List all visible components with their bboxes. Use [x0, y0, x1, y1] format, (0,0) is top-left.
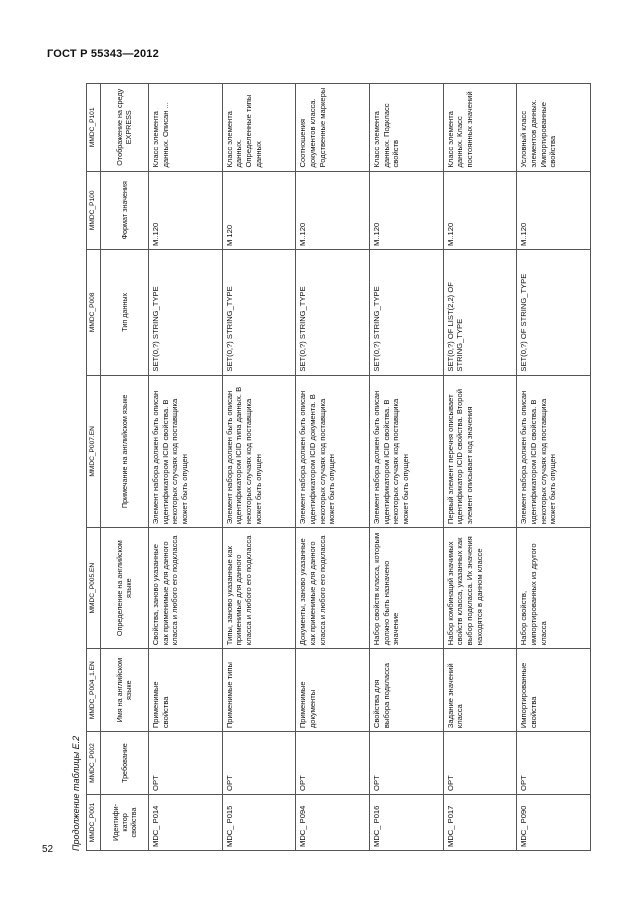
table-cell: Элемент набора должен быть описан идентификатором ICID документа. В некоторых случаях код поставщика может быть опущен: [296, 375, 370, 528]
table-cell: OPT: [443, 732, 517, 795]
table-cell: SET(0,?) STRING_TYPE: [369, 250, 443, 376]
code-row: [87, 84, 101, 851]
column-header: Примечание на английском языке: [100, 375, 148, 528]
column-header: Требование: [100, 732, 148, 795]
table-cell: MDC_ P017: [443, 794, 517, 850]
table-cell: Набор свойств класса, которым должно быть назначено значение: [369, 528, 443, 649]
table-cell: M..120: [517, 171, 591, 249]
column-header: Отображение на среду EXPRESS: [100, 84, 148, 172]
landscape-table-block: [66, 83, 591, 851]
table-cell: Типы, заново указанные как применимые для данного класса и любого его подкласса: [222, 528, 296, 649]
properties-table: [86, 83, 591, 851]
code-cell: MMDC_P101: [87, 84, 101, 172]
table-cell: SET(0,?) STRING_TYPE: [296, 250, 370, 376]
table-cell: MDC_ P014: [148, 794, 222, 850]
table-cell: Условный класс элементов данных. Импортированные свойства: [517, 84, 591, 172]
table-caption: Продолжение таблицы Е.2: [71, 735, 81, 851]
table-cell: Набор свойств, импортированных из другого класса: [517, 528, 591, 649]
code-cell: MMDC_P005.EN: [87, 528, 101, 649]
table-cell: OPT: [148, 732, 222, 795]
table-cell: OPT: [222, 732, 296, 795]
table-row: [222, 84, 296, 851]
table-cell: Свойства для выбора подкласса: [369, 649, 443, 732]
table-cell: Класс элемента данных. Описан ...: [148, 84, 222, 172]
table-cell: Применимые свойства: [148, 649, 222, 732]
column-header: Формат значения: [100, 171, 148, 249]
column-header: Идентифи-катор свойства: [100, 794, 148, 850]
table-cell: MDC_ P015: [222, 794, 296, 850]
header-row: [100, 84, 148, 851]
table-cell: MDC_ P090: [517, 794, 591, 850]
code-cell: MMDC_P004_1.EN: [87, 649, 101, 732]
table-row: [296, 84, 370, 851]
table-row: [443, 84, 517, 851]
code-cell: MMDC_P008: [87, 250, 101, 376]
table-cell: OPT: [296, 732, 370, 795]
column-header: Тип данных: [100, 250, 148, 376]
column-header: Определение на английском языке: [100, 528, 148, 649]
table-cell: Класс элемента данных. Класс постоянных значений: [443, 84, 517, 172]
table-cell: MDC_ P016: [369, 794, 443, 850]
code-cell: MMDC_P001: [87, 794, 101, 850]
code-cell: MMDC_P100: [87, 171, 101, 249]
column-header: Имя на английском языке: [100, 649, 148, 732]
table-cell: SET(0,?) STRING_TYPE: [222, 250, 296, 376]
table-cell: Класс элемента данных. Подкласс свойств: [369, 84, 443, 172]
table-cell: MDC_ P094: [296, 794, 370, 850]
table-cell: SET(0,?) STRING_TYPE: [148, 250, 222, 376]
table-cell: OPT: [369, 732, 443, 795]
table-cell: Элемент набора должен быть описан идентификатором ICID свойства. В некоторых случаях код поставщика может быть опущен: [369, 375, 443, 528]
table-cell: Документы, заново указанные как применимые для данного класса и любого его подкласса: [296, 528, 370, 649]
table-cell: Набор комбинаций значимых свойств класса, указанных как выбор подкласса. Их значения находятся в данном классе: [443, 528, 517, 649]
table-cell: Импортированные свойства: [517, 649, 591, 732]
table-cell: Класс элемента данных. Определенные типы данных: [222, 84, 296, 172]
table-cell: Применимые документы: [296, 649, 370, 732]
table-cell: Элемент набора должен быть описан идентификатором ICID типа данных. В некоторых случаях код поставщика может быть опущен: [222, 375, 296, 528]
table-row: [148, 84, 222, 851]
table-cell: SET(0,?) OF STRING_TYPE: [517, 250, 591, 376]
table-cell: M..120: [443, 171, 517, 249]
page-number: 52: [42, 844, 54, 855]
code-cell: MMDC_P007.EN: [87, 375, 101, 528]
table-cell: SET(0,?) OF LIST(2,2) OF STRING_TYPE: [443, 250, 517, 376]
table-cell: Первый элемент перечня описывает идентификатор ICID свойства. Второй элемент описывает код значения: [443, 375, 517, 528]
table-cell: M 120: [222, 171, 296, 249]
table-cell: Свойства, заново указанные как применимые для данного класса и любого его подкласса: [148, 528, 222, 649]
standard-designation: ГОСТ Р 55343—2012: [47, 48, 159, 60]
table-cell: M..120: [369, 171, 443, 249]
table-cell: Элемент набора должен быть описан идентификатором ICID свойства. В некоторых случаях код поставщика может быть опущен: [517, 375, 591, 528]
table-cell: M..120: [296, 171, 370, 249]
table-cell: Элемент набора должен быть описан идентификатором ICID свойства. В некоторых случаях код поставщика может быть опущен: [148, 375, 222, 528]
table-cell: M..120: [148, 171, 222, 249]
table-cell: Применимые типы: [222, 649, 296, 732]
code-cell: MMDC_P002: [87, 732, 101, 795]
rotated-page-content: [66, 83, 591, 851]
table-row: [369, 84, 443, 851]
table-cell: Задание значений класса: [443, 649, 517, 732]
table-row: [517, 84, 591, 851]
table-cell: OPT: [517, 732, 591, 795]
table-cell: Соотношения документов класса. Родственные маркеры: [296, 84, 370, 172]
